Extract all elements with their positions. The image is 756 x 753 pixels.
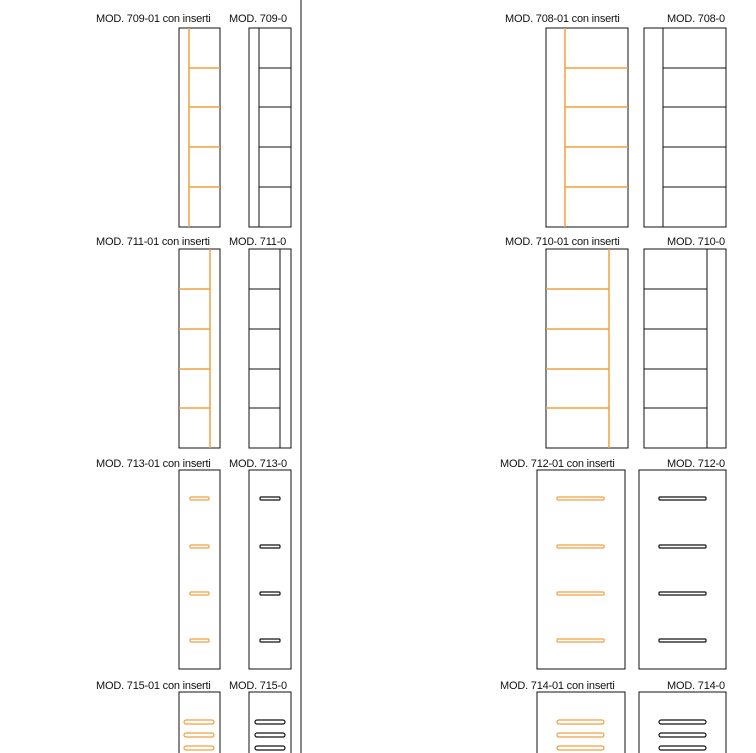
label-mod-709-01: MOD. 709-01 con inserti bbox=[96, 13, 211, 25]
door-712-0 bbox=[639, 470, 726, 669]
door-711-0 bbox=[249, 249, 291, 448]
door-713-01 bbox=[179, 470, 220, 669]
label-mod-714-0: MOD. 714-0 bbox=[667, 680, 725, 692]
label-mod-711-0: MOD. 711-0 bbox=[229, 236, 287, 248]
door-715-0 bbox=[249, 692, 291, 753]
door-715-01 bbox=[179, 692, 220, 753]
door-711-01 bbox=[179, 249, 220, 448]
door-709-0 bbox=[249, 28, 291, 227]
label-mod-714-01: MOD. 714-01 con inserti bbox=[500, 680, 615, 692]
label-mod-708-01: MOD. 708-01 con inserti bbox=[505, 13, 620, 25]
door-714-0 bbox=[639, 692, 726, 753]
door-712-01 bbox=[537, 470, 625, 669]
label-mod-713-0: MOD. 713-0 bbox=[229, 458, 287, 470]
label-mod-708-0: MOD. 708-0 bbox=[667, 13, 725, 25]
door-709-01 bbox=[179, 28, 220, 227]
label-mod-715-0: MOD. 715-0 bbox=[229, 680, 287, 692]
door-710-0 bbox=[644, 249, 726, 448]
label-mod-710-0: MOD. 710-0 bbox=[667, 236, 725, 248]
door-714-01 bbox=[537, 692, 625, 753]
door-713-0 bbox=[249, 470, 291, 669]
label-mod-711-01: MOD. 711-01 con inserti bbox=[96, 236, 210, 248]
door-708-01 bbox=[546, 28, 628, 227]
label-mod-713-01: MOD. 713-01 con inserti bbox=[96, 458, 211, 470]
label-mod-712-01: MOD. 712-01 con inserti bbox=[500, 458, 615, 470]
label-mod-710-01: MOD. 710-01 con inserti bbox=[505, 236, 620, 248]
label-mod-709-0: MOD. 709-0 bbox=[229, 13, 287, 25]
label-mod-715-01: MOD. 715-01 con inserti bbox=[96, 680, 211, 692]
door-710-01 bbox=[546, 249, 628, 448]
door-708-0 bbox=[644, 28, 726, 227]
label-mod-712-0: MOD. 712-0 bbox=[667, 458, 725, 470]
